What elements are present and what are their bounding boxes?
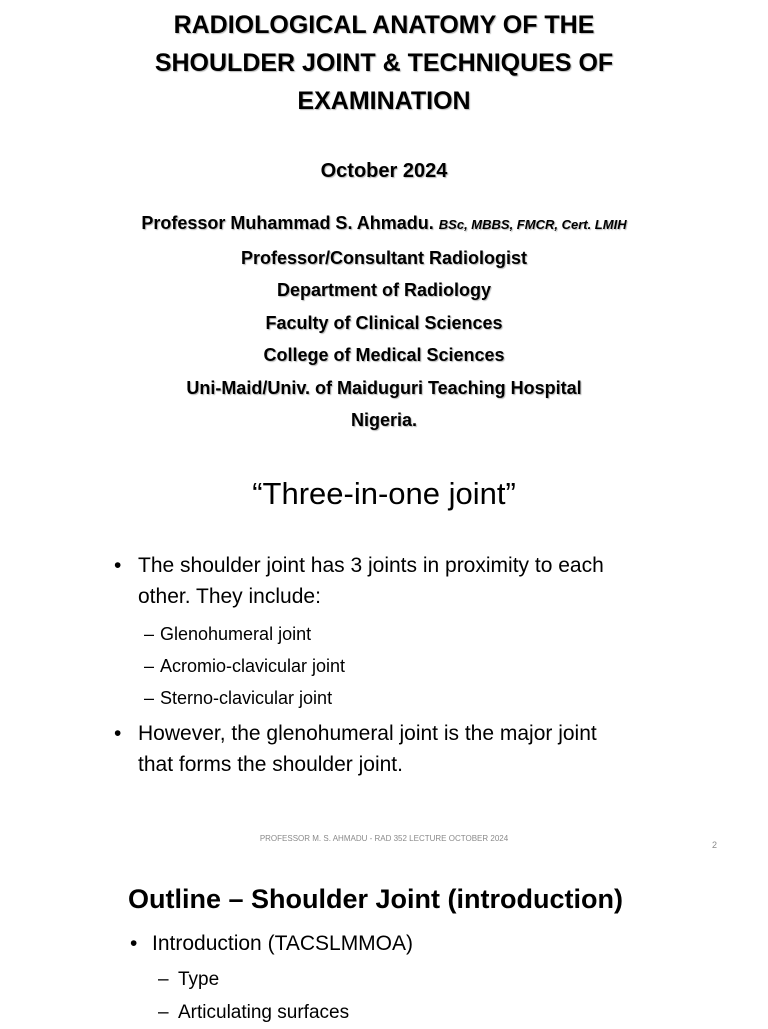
bullet-marker: •	[114, 722, 122, 745]
author-line	[0, 207, 768, 242]
dash-marker: –	[144, 624, 155, 644]
author-degrees: BSc, MBBS, FMCR, Cert. LMIH	[438, 217, 627, 232]
sub-item-text: Acromio-clavicular joint	[160, 656, 346, 676]
bullet-item	[114, 718, 634, 780]
bullet-text: However, the glenohumeral joint is the major joint that forms the shoulder joint.	[138, 722, 597, 776]
dash-marker: –	[158, 969, 169, 990]
author-block	[0, 207, 768, 437]
affiliation-line: Department of Radiology	[276, 280, 491, 300]
page-number: 2	[712, 840, 718, 850]
bullet-marker: •	[130, 932, 138, 955]
sub-item-text: Glenohumeral joint	[160, 624, 312, 644]
sub-item-text: Type	[178, 969, 220, 990]
outline-slide	[0, 860, 768, 1024]
title-slide	[0, 0, 768, 440]
sub-item-text: Sterno-clavicular joint	[160, 688, 333, 708]
author-name: Professor Muhammad S. Ahmadu.	[141, 213, 434, 233]
bullet-list	[114, 550, 634, 786]
affiliation-line: Nigeria.	[350, 410, 418, 430]
dash-marker: –	[144, 656, 155, 676]
sub-item	[114, 650, 634, 682]
bullet-marker: •	[114, 554, 122, 577]
affiliation-line: Faculty of Clinical Sciences	[265, 312, 503, 333]
affiliation-line: Professor/Consultant Radiologist	[240, 247, 528, 268]
bullet-list	[130, 928, 650, 1029]
bullet-item	[114, 550, 634, 612]
sub-item	[130, 963, 650, 996]
sub-item	[114, 682, 634, 714]
bullet-text: The shoulder joint has 3 joints in proximity to each other. They include:	[138, 554, 604, 608]
dash-marker: –	[144, 688, 155, 708]
slide-heading: Outline – Shoulder Joint (introduction)	[128, 884, 623, 914]
slide-heading: “Three-in-one joint”	[252, 476, 516, 511]
slide-title: RADIOLOGICAL ANATOMY OF THE SHOULDER JOINT & TECHNIQUES OF EXAMINATION	[154, 11, 614, 115]
affiliation-line: Uni-Maid/Univ. of Maiduguri Teaching Hospital	[186, 377, 582, 398]
slide-footer: PROFESSOR M. S. AHMADU - RAD 352 LECTURE OCTOBER 2024	[259, 834, 509, 843]
three-in-one-slide	[0, 440, 768, 860]
sub-item	[114, 618, 634, 650]
dash-marker: –	[158, 1002, 169, 1023]
bullet-item	[130, 928, 650, 959]
sub-item	[130, 996, 650, 1029]
slide-date: October 2024	[320, 160, 448, 182]
affiliation-line: College of Medical Sciences	[263, 345, 505, 365]
bullet-text: Introduction (TACSLMMOA)	[152, 932, 414, 955]
sub-item-text: Articulating surfaces	[178, 1002, 350, 1023]
